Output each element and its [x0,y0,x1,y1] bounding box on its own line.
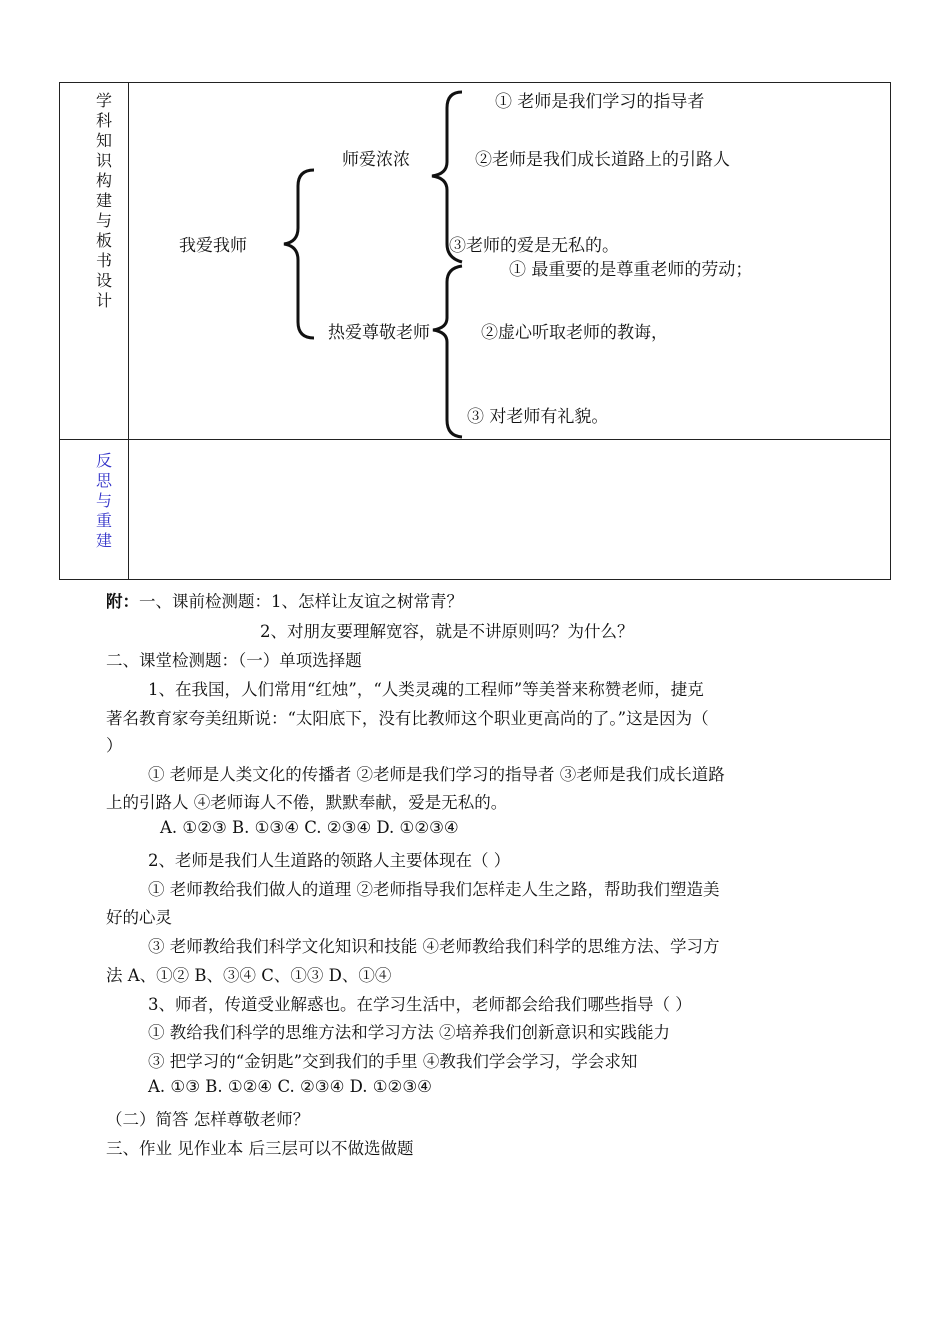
q2-options-line-3: ③ 老师教给我们科学文化知识和技能 ④老师教给我们科学的思维方法、学习方 [148,937,720,956]
q2-options-line-4: 法 A、①② B、③④ C、①③ D、①④ [106,966,392,985]
q2-options-line-1: ① 老师教给我们做人的道理 ②老师指导我们怎样走人生之路，帮助我们塑造美 [148,880,720,899]
q3-line-1: 3、师者，传道受业解惑也。在学习生活中，老师都会给我们哪些指导（ ） [148,995,692,1014]
q1-choices: A. ①②③ B. ①③④ C. ②③④ D. ①②③④ [160,818,459,837]
short-answer-heading: （二）简答 怎样尊敬老师？ [106,1110,310,1129]
q1-line-3: ） [106,736,123,755]
row-label-knowledge-design: 学科知识构建与板书设计 [95,91,112,310]
diagram-braces [0,0,950,600]
branch1-item-2: ②老师是我们成长道路上的引路人 [475,150,730,170]
section-2-heading: 二、课堂检测题：（一）单项选择题 [106,651,362,670]
q3-options-line-1: ① 教给我们科学的思维方法和学习方法 ②培养我们创新意识和实践能力 [148,1023,670,1042]
q1-options-line-1: ① 老师是人类文化的传播者 ②老师是我们学习的指导者 ③老师是我们成长道路 [148,765,725,784]
pre-test-question-2: 2、对朋友要理解宽容，就是不讲原则吗？为什么？ [260,622,634,641]
branch2-item-1: ① 最重要的是尊重老师的劳动； [509,260,753,280]
branch1-title: 师爱浓浓 [342,150,410,170]
homework-line: 三、作业 见作业本 后三层可以不做选做题 [106,1139,414,1158]
branch2-title: 热爱尊敬老师 [328,323,430,343]
q2-line-1: 2、老师是我们人生道路的领路人主要体现在（ ） [148,851,511,870]
q3-options-line-2: ③ 把学习的“金钥匙”交到我们的手里 ④教我们学会学习，学会求知 [148,1052,638,1071]
branch1-item-1: ① 老师是我们学习的指导者 [495,92,705,112]
branch2-brace [433,266,462,437]
row-label-reflection: 反思与重建 [95,451,112,550]
appendix-prefix: 附： [106,592,139,611]
branch2-item-2: ②虚心听取老师的教诲， [481,323,668,343]
q2-options-line-2: 好的心灵 [106,908,172,927]
q1-options-line-2: 上的引路人 ④老师诲人不倦，默默奉献，爱是无私的。 [106,793,508,812]
branch2-item-3: ③ 对老师有礼貌。 [467,407,609,427]
q1-line-1: 1、在我国，人们常用“红烛”，“人类灵魂的工程师”等美誉来称赞老师，捷克 [148,680,704,699]
q3-choices: A. ①③ B. ①②④ C. ②③④ D. ①②③④ [148,1077,432,1096]
appendix-line-1 [106,588,463,612]
q1-line-2: 著名教育家夸美纽斯说：“太阳底下，没有比教师这个职业更高尚的了。”这是因为（ [106,709,709,728]
pre-test-question-1: 一、课前检测题：1、怎样让友谊之树常青？ [139,592,463,611]
root-brace [284,170,314,338]
diagram-root: 我爱我师 [179,236,247,256]
branch1-item-3: ③老师的爱是无私的。 [449,236,619,256]
